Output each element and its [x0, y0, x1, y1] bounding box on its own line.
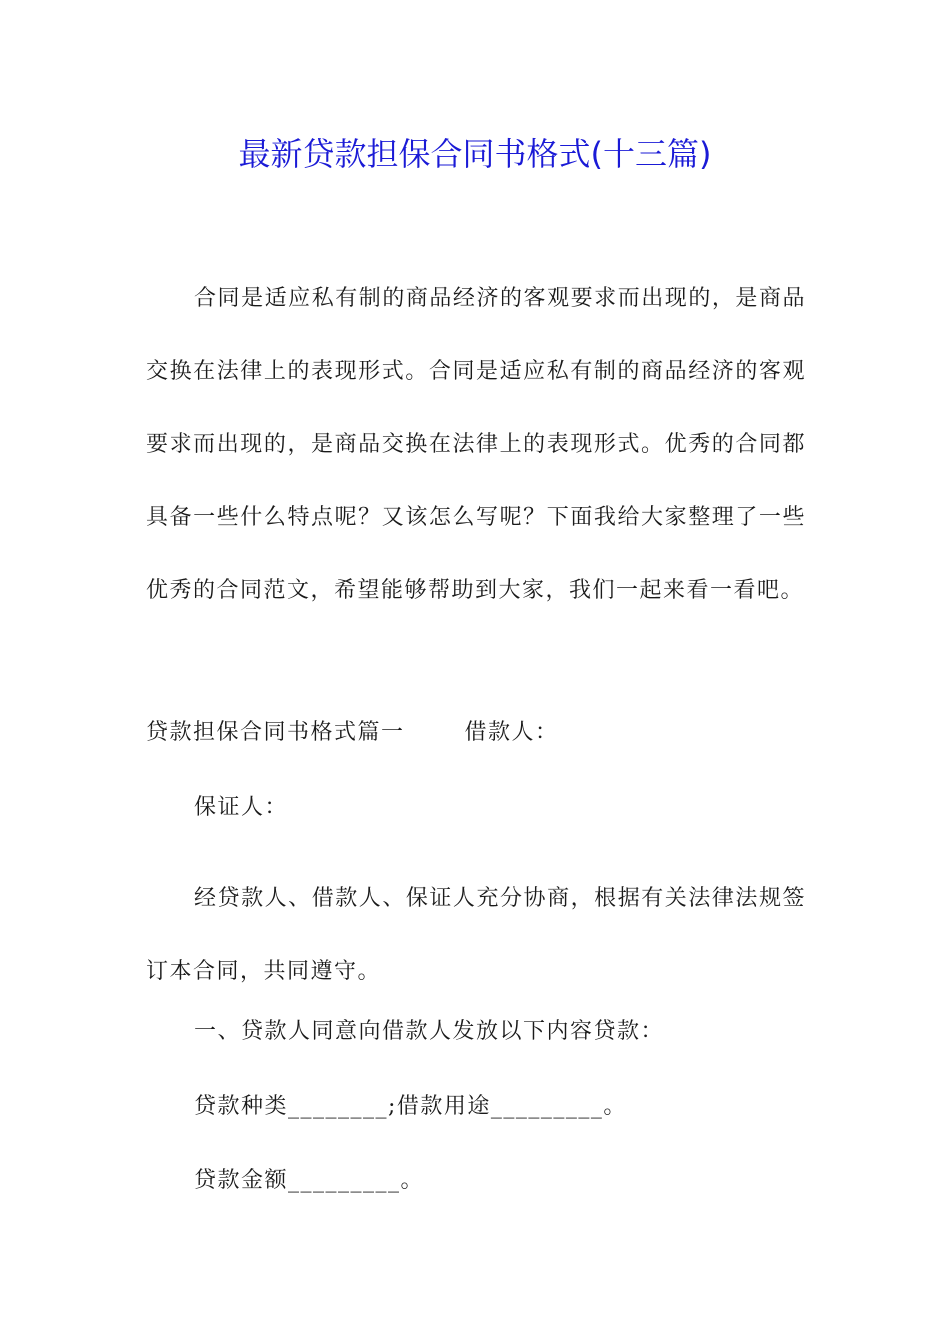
section-heading: 贷款担保合同书格式篇一 — [146, 720, 405, 745]
intro-paragraph: 合同是适应私有制的商品经济的客观要求而出现的，是商品交换在法律上的表现形式。合同是适应私有制的商品经济的客观要求而出现的，是商品交换在法律上的表现形式。优秀的合同都具备一些什么特点呢？又该怎么写呢？下面我给大家整理了一些优秀的合同范文，希望能够帮助到大家，我们一起来看一看吧。 — [146, 286, 806, 603]
document-title: 最新贷款担保合同书格式(十三篇) — [238, 135, 712, 173]
borrower-label: 借款人： — [464, 720, 559, 745]
clause-1: 一、贷款人同意向借款人发放以下内容贷款： — [194, 1019, 665, 1044]
section-heading-line — [146, 713, 846, 753]
loan-amount-line: 贷款金额_________。 — [194, 1168, 425, 1193]
agreement-paragraph: 经贷款人、借款人、保证人充分协商，根据有关法律法规签订本合同，共同遵守。 — [146, 886, 806, 984]
guarantor-label: 保证人： — [194, 795, 289, 820]
loan-type-line: 贷款种类________;借款用途_________。 — [194, 1094, 627, 1119]
